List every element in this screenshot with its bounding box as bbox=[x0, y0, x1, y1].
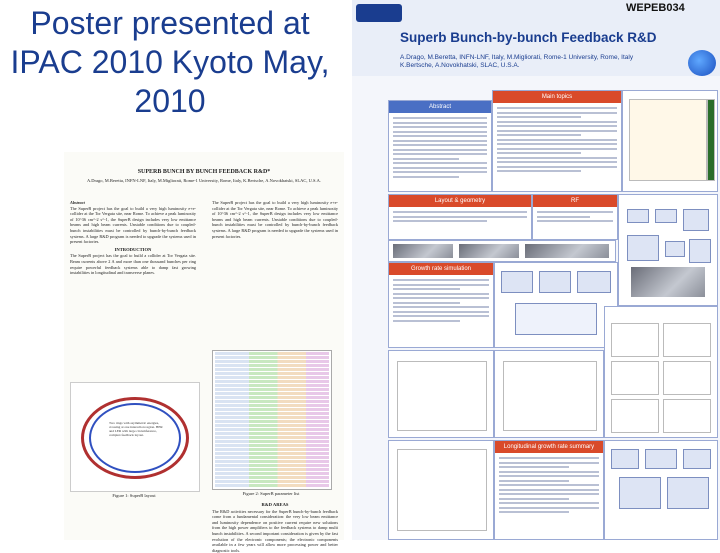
poster-system-diagram bbox=[604, 440, 718, 540]
poster-bunch-graph-panel bbox=[622, 90, 718, 192]
ring-layout-figure bbox=[70, 382, 200, 492]
poster-thumbnail bbox=[352, 0, 720, 540]
poster-longitudinal-panel bbox=[494, 440, 604, 540]
slide-title: Poster presented at IPAC 2010 Kyoto May, 2010 bbox=[10, 5, 330, 119]
poster-diagram-panel bbox=[494, 262, 618, 348]
poster-rf-header: RF bbox=[533, 195, 617, 207]
intro-heading: INTRODUCTION bbox=[114, 246, 152, 252]
rd-heading: R&D AREAS bbox=[261, 502, 289, 507]
rd-section bbox=[212, 500, 338, 553]
poster-layout-panel bbox=[388, 194, 532, 240]
poster-plot-grid bbox=[604, 306, 718, 438]
figure1-caption: Figure 1: SuperB layout bbox=[112, 493, 156, 498]
poster-growth-header: Growth rate simulation bbox=[389, 263, 493, 275]
poster-longitudinal-header: Longitudinal growth rate summary bbox=[495, 441, 603, 453]
poster-authors-line2: K.Bertsche, A.Novokhatski, SLAC, U.S.A. bbox=[400, 62, 520, 69]
poster-growth-panel bbox=[388, 262, 494, 348]
poster-plot-1 bbox=[388, 350, 494, 438]
ler-ring bbox=[89, 403, 181, 473]
figure2-caption-wrap bbox=[212, 490, 330, 497]
poster-main-topics-header: Main topics bbox=[493, 91, 621, 103]
poster-block-diagram-panel bbox=[618, 194, 718, 306]
poster-plot-3 bbox=[388, 440, 494, 540]
figure2-caption: Figure 2: SuperB parameter list bbox=[242, 491, 300, 496]
poster-authors bbox=[400, 54, 633, 70]
paper-left-column bbox=[70, 200, 196, 276]
intro-text: The SuperB project has the goal to build a collider at Tor Vergata site. Beam currents above 2 A and more than one thousand bunches per ring require powerful feedback systems able to damp fast growing instabilities in longitudinal and transverse planes. bbox=[70, 253, 196, 276]
abstract-heading: Abstract bbox=[70, 200, 85, 205]
abstract-text: The SuperB project has the goal to build a very high luminosity e+e- collider at the Tor Vergata site, near Rome. To achieve a peak luminosity of 10^36 cm^-2 s^-1, the SuperB design includes very low emittance beams and high beam currents. Unstable conditions due to coupled-bunch instabilities must be controlled by bunch-by-bunch feedback systems. A large R&D program is needed to upgrade the systems used in present factories. bbox=[70, 205, 196, 245]
poster-ring-strip bbox=[388, 240, 616, 262]
figure1-caption-wrap bbox=[70, 492, 198, 499]
superb-logo bbox=[688, 50, 716, 76]
poster-plot-2 bbox=[494, 350, 604, 438]
paper-title: SUPERB BUNCH BY BUNCH FEEDBACK R&D* bbox=[137, 169, 271, 175]
poster-title: Superb Bunch-by-bunch Feedback R&D bbox=[400, 30, 657, 45]
poster-code: WEPEB034 bbox=[626, 2, 685, 14]
poster-authors-line1: A.Drago, M.Beretta, INFN-LNF, Italy, M.Migliorati, Rome-1 University, Rome, Italy bbox=[400, 54, 634, 61]
paper-page bbox=[64, 152, 344, 553]
poster-abstract-panel bbox=[388, 100, 492, 192]
rd-intro-text: The SuperB project has the goal to build a very high luminosity e+e- collider at the Tor Vergata site, near Rome. To achieve a peak luminosity of 10^36 cm^-2 s^-1, the SuperB design includes very low emittance beams and high beam currents. Unstable conditions due to coupled-bunch instabilities must be controlled by bunch-by-bunch feedback systems. A large R&D program is needed to upgrade the systems used in present factories. bbox=[212, 200, 338, 239]
poster-layout-header: Layout & geometry bbox=[389, 195, 531, 207]
paper-right-column bbox=[212, 200, 338, 340]
parameter-table bbox=[212, 350, 332, 490]
poster-abstract-header: Abstract bbox=[389, 101, 491, 113]
infn-logo bbox=[356, 4, 402, 22]
poster-main-topics-panel bbox=[492, 90, 622, 192]
rd-text: The R&D activities necessary for the SuperB bunch-by-bunch feedback come from a fundamental consideration: the very low beam emittance and luminosity dependence on positive current require new solutions from the high power amplifiers to the feedback systems to damp multi bunch instabilities. A second important consideration is given by the fast evolution of the electronic components; the electronic components available in a few years will allow more processing power and better diagnostic tools. bbox=[212, 508, 338, 553]
poster-rf-panel bbox=[532, 194, 618, 240]
ring-note: Two rings with asymmetric energies, crossing at one interaction region. HER and LER with large circumference, complex feedback layout. bbox=[109, 421, 163, 437]
paper-authors: A.Drago, M.Beretta, INFN-LNF, Italy, M.Migliorati, Rome-1 University, Rome, Italy, K.Bertsche, A.Novokhatski, SLAC, U.S.A. bbox=[86, 178, 322, 183]
